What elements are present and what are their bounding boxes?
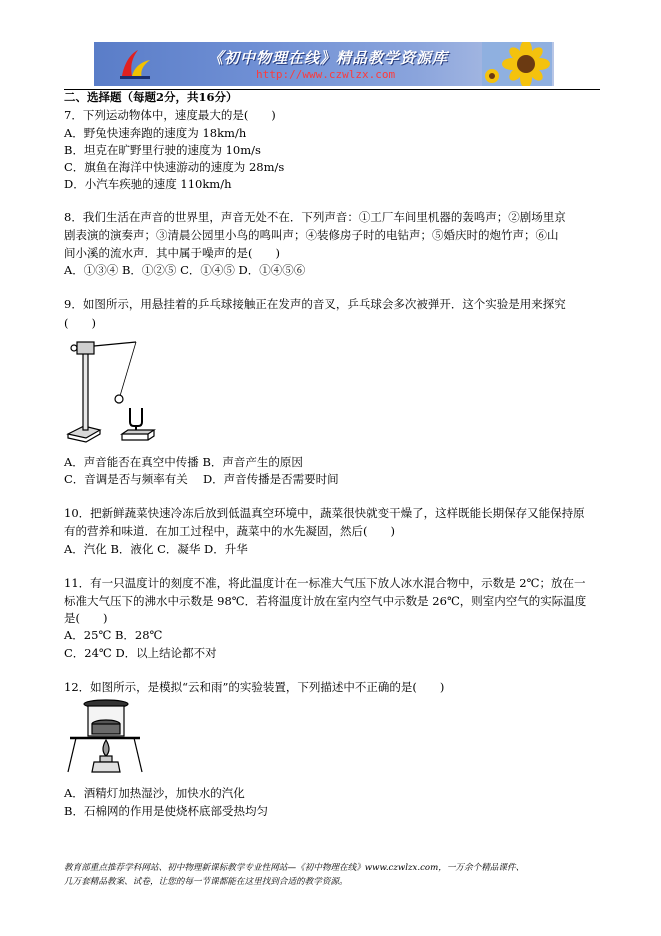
header-banner <box>94 42 554 86</box>
question-8-options: A．①③④ B．①②⑤ C．①④⑤ D．①④⑤⑥ <box>64 263 306 277</box>
question-12-option-a: A．酒精灯加热湿沙，加快水的汽化 <box>64 786 245 800</box>
question-12-stem: 12．如图所示，是模拟“云和雨”的实验装置，下列描述中不正确的是( ) <box>64 680 445 694</box>
cloud-rain-figure <box>64 698 144 776</box>
banner-url[interactable]: http://www.czwlzx.com <box>256 68 396 81</box>
question-11-stem-line-1: 11．有一只温度计的刻度不准，将此温度计在一标准大气压下放人冰水混合物中，示数是 2℃；放在一 <box>64 576 586 590</box>
question-10-stem-line-2: 有的营养和味道．在加工过程中，蔬菜中的水先凝固，然后( ) <box>64 524 395 538</box>
sunflower-icon <box>482 42 552 86</box>
question-7-stem: 7．下列运动物体中，速度最大的是( ) <box>64 108 276 122</box>
question-9-options-cd: C．音调是否与频率有关 D．声音传播是否需要时间 <box>64 472 339 486</box>
question-12-option-b: B．石棉网的作用是使烧杯底部受热均匀 <box>64 804 268 818</box>
section-heading: 二、选择题（每题2分，共16分） <box>64 90 238 104</box>
banner-title: 《初中物理在线》精品教学资源库 <box>208 49 449 67</box>
question-8-stem-line-1: 8．我们生活在声音的世界里，声音无处不在．下列声音：①工厂车间里机器的轰鸣声；②剧场里京 <box>64 210 566 224</box>
question-7-option-b: B．坦克在旷野里行驶的速度为 10m/s <box>64 143 261 157</box>
site-logo-icon <box>118 46 154 82</box>
question-11-options-cd: C．24℃ D．以上结论都不对 <box>64 646 217 660</box>
question-9-stem-line-1: 9．如图所示，用悬挂着的乒乓球接触正在发声的音叉，乒乓球会多次被弹开．这个实验是用来探究 <box>64 297 566 311</box>
question-7-option-c: C．旗鱼在海洋中快速游动的速度为 28m/s <box>64 160 285 174</box>
question-11-stem-line-3: 是( ) <box>64 611 108 625</box>
question-11-stem-line-2: 标准大气压下的沸水中示数是 98℃．若将温度计放在室内空气中示数是 26℃，则室内空气的实际温度 <box>64 594 587 608</box>
question-8-stem-line-2: 剧表演的演奏声；③清晨公园里小鸟的鸣叫声；④装修房子时的电钻声；⑤婚庆时的炮竹声；⑥山 <box>64 228 559 242</box>
question-10-options: A．汽化 B．液化 C．凝华 D．升华 <box>64 542 248 556</box>
question-9-options-ab: A．声音能否在真空中传播 B．声音产生的原因 <box>64 455 303 469</box>
question-7-option-d: D．小汽车疾驰的速度 110km/h <box>64 177 232 191</box>
footer-line-2: 几万套精品教案、试卷，让您的每一节课都能在这里找到合适的教学资源。 <box>64 877 348 887</box>
question-8-stem-line-3: 间小溪的流水声．其中属于噪声的是( ) <box>64 246 280 260</box>
tuning-fork-figure <box>62 334 162 452</box>
question-7-option-a: A．野兔快速奔跑的速度为 18km/h <box>64 126 247 140</box>
question-10-stem-line-1: 10．把新鲜蔬菜快速冷冻后放到低温真空环境中，蔬菜很快就变干燥了，这样既能长期保存又能保持原 <box>64 506 585 520</box>
footer-line-1: 教育部重点推荐学科网站、初中物理新课标教学专业性网站—《初中物理在线》www.czwlzx.com，一万余个精品课件、 <box>64 863 525 873</box>
question-9-stem-line-2: ( ) <box>64 316 96 330</box>
question-11-options-ab: A．25℃ B．28℃ <box>64 628 163 642</box>
